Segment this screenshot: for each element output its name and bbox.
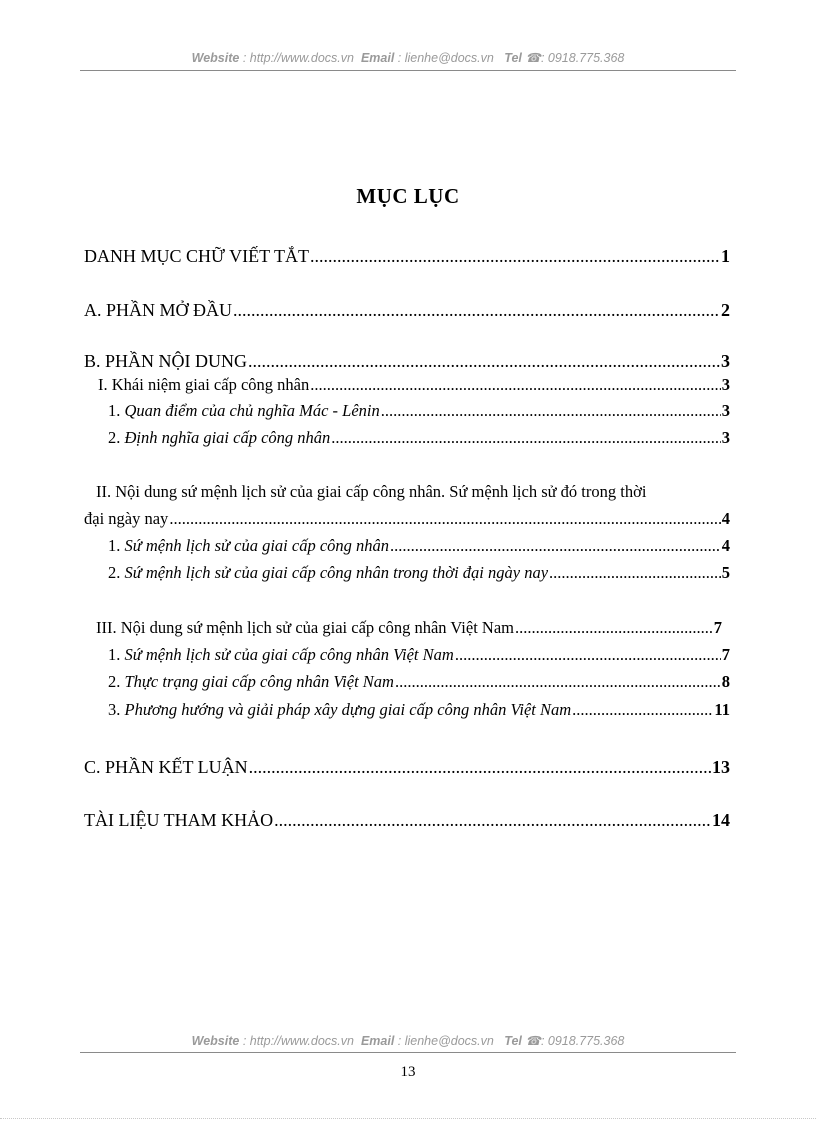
toc-page-number: 3 <box>721 375 730 394</box>
dot-leader <box>169 509 720 529</box>
toc-entry-label: Quan điểm của chủ nghĩa Mác - Lênin <box>124 401 380 420</box>
tel-value: : 0918.775.368 <box>540 1034 625 1048</box>
dot-leader <box>310 375 721 395</box>
toc-entry-label: III. Nội dung sứ mệnh lịch sử của giai cấp công nhân Việt Nam <box>96 618 514 637</box>
toc-entry-section-3-3[interactable] <box>108 700 730 720</box>
toc-entry-label: I. Khái niệm giai cấp công nhân <box>98 375 310 394</box>
toc-entry-section-3-2[interactable] <box>108 672 730 692</box>
header-divider <box>80 70 736 71</box>
toc-entry-part-b[interactable] <box>84 351 730 372</box>
toc-entry-label: DANH MỤC CHỮ VIẾT TẮT <box>84 246 309 266</box>
toc-entry-label: TÀI LIỆU THAM KHẢO <box>84 810 274 830</box>
email-value: : lienhe@docs.vn <box>397 1034 494 1048</box>
email-label: Email <box>360 1034 395 1048</box>
dot-leader <box>233 300 720 321</box>
website-label: Website <box>191 51 240 65</box>
toc-entry-label: Thực trạng giai cấp công nhân Việt Nam <box>124 672 394 691</box>
toc-page-number: 7 <box>713 618 722 637</box>
tel-label: Tel <box>504 1034 522 1048</box>
toc-entry-label: Sứ mệnh lịch sử của giai cấp công nhân trong thời đại ngày nay <box>124 563 549 582</box>
page-number: 13 <box>400 1064 416 1080</box>
toc-entry-section-3-1[interactable] <box>108 645 730 665</box>
email-label: Email <box>360 51 395 65</box>
toc-entry-section-2[interactable] <box>84 509 730 529</box>
dot-leader <box>310 246 720 267</box>
toc-page-number: 7 <box>721 645 730 664</box>
toc-entry-number: 2. <box>108 672 125 691</box>
phone-icon: ☎ <box>525 1034 541 1048</box>
toc-page-number: 1 <box>721 246 730 266</box>
website-label: Website <box>191 1034 240 1048</box>
toc-entry-abbreviations[interactable] <box>84 246 730 267</box>
tel-label: Tel <box>504 51 522 65</box>
toc-page-number: 2 <box>721 300 730 320</box>
toc-entry-number: 2. <box>108 428 125 447</box>
dot-leader <box>395 672 721 692</box>
page-bottom-border <box>0 1118 816 1119</box>
dot-leader <box>331 428 720 448</box>
dot-leader <box>572 700 713 720</box>
toc-page-number: 3 <box>721 401 730 420</box>
toc-entry-part-c[interactable] <box>84 757 730 778</box>
toc-entry-number: 1. <box>108 401 125 420</box>
toc-entry-section-2-2[interactable] <box>108 563 730 583</box>
dot-leader <box>249 757 711 778</box>
dot-leader <box>455 645 721 665</box>
dot-leader <box>274 810 711 831</box>
toc-entry-label: B. PHẦN NỘI DUNG <box>84 351 248 371</box>
dot-leader <box>390 536 721 556</box>
page-footer <box>80 1033 736 1048</box>
toc-entry-label: C. PHẦN KẾT LUẬN <box>84 757 248 777</box>
toc-entry-references[interactable] <box>84 810 730 831</box>
toc-page-number: 4 <box>721 509 730 528</box>
dot-leader <box>248 351 720 372</box>
toc-entry-section-1[interactable] <box>98 375 730 395</box>
dot-leader <box>549 563 721 583</box>
tel-value: : 0918.775.368 <box>540 51 625 65</box>
phone-icon: ☎ <box>525 51 541 65</box>
page-header <box>80 50 736 65</box>
toc-entry-number: 1. <box>108 645 125 664</box>
toc-entry-label: Sứ mệnh lịch sử của giai cấp công nhân <box>124 536 390 555</box>
email-value: : lienhe@docs.vn <box>397 51 494 65</box>
toc-page-number: 3 <box>721 428 730 447</box>
toc-entry-number: 2. <box>108 563 125 582</box>
toc-entry-number: 1. <box>108 536 125 555</box>
toc-entry-label: Định nghĩa giai cấp công nhân <box>124 428 331 447</box>
toc-page-number: 13 <box>712 757 730 777</box>
toc-entry-number: 3. <box>108 700 125 719</box>
toc-page-number: 11 <box>714 700 730 719</box>
toc-entry-section-2-1[interactable] <box>108 536 730 556</box>
toc-page-number: 8 <box>721 672 730 691</box>
toc-entry-section-1-2[interactable] <box>108 428 730 448</box>
website-value: : http://www.docs.vn <box>242 1034 354 1048</box>
toc-page-number: 4 <box>721 536 730 555</box>
toc-entry-section-1-1[interactable] <box>108 401 730 421</box>
website-value: : http://www.docs.vn <box>242 51 354 65</box>
toc-entry-label: Phương hướng và giải pháp xây dựng giai cấp công nhân Việt Nam <box>124 700 572 719</box>
toc-entry-section-2-line1[interactable]: II. Nội dung sứ mệnh lịch sử của giai cấp công nhân. Sứ mệnh lịch sử đó trong thời <box>96 482 647 501</box>
toc-page-number: 3 <box>721 351 730 371</box>
toc-entry-label: đại ngày nay <box>84 509 169 528</box>
page-title: MỤC LỤC <box>356 184 460 208</box>
toc-page-number: 14 <box>712 810 730 830</box>
dot-leader <box>515 618 713 638</box>
toc-entry-label: Sứ mệnh lịch sử của giai cấp công nhân Việt Nam <box>124 645 454 664</box>
toc-entry-part-a[interactable] <box>84 300 730 321</box>
dot-leader <box>381 401 721 421</box>
footer-divider <box>80 1052 736 1053</box>
toc-page-number: 5 <box>721 563 730 582</box>
toc-entry-label: A. PHẦN MỞ ĐẦU <box>84 300 233 320</box>
toc-entry-section-3[interactable] <box>96 618 722 638</box>
